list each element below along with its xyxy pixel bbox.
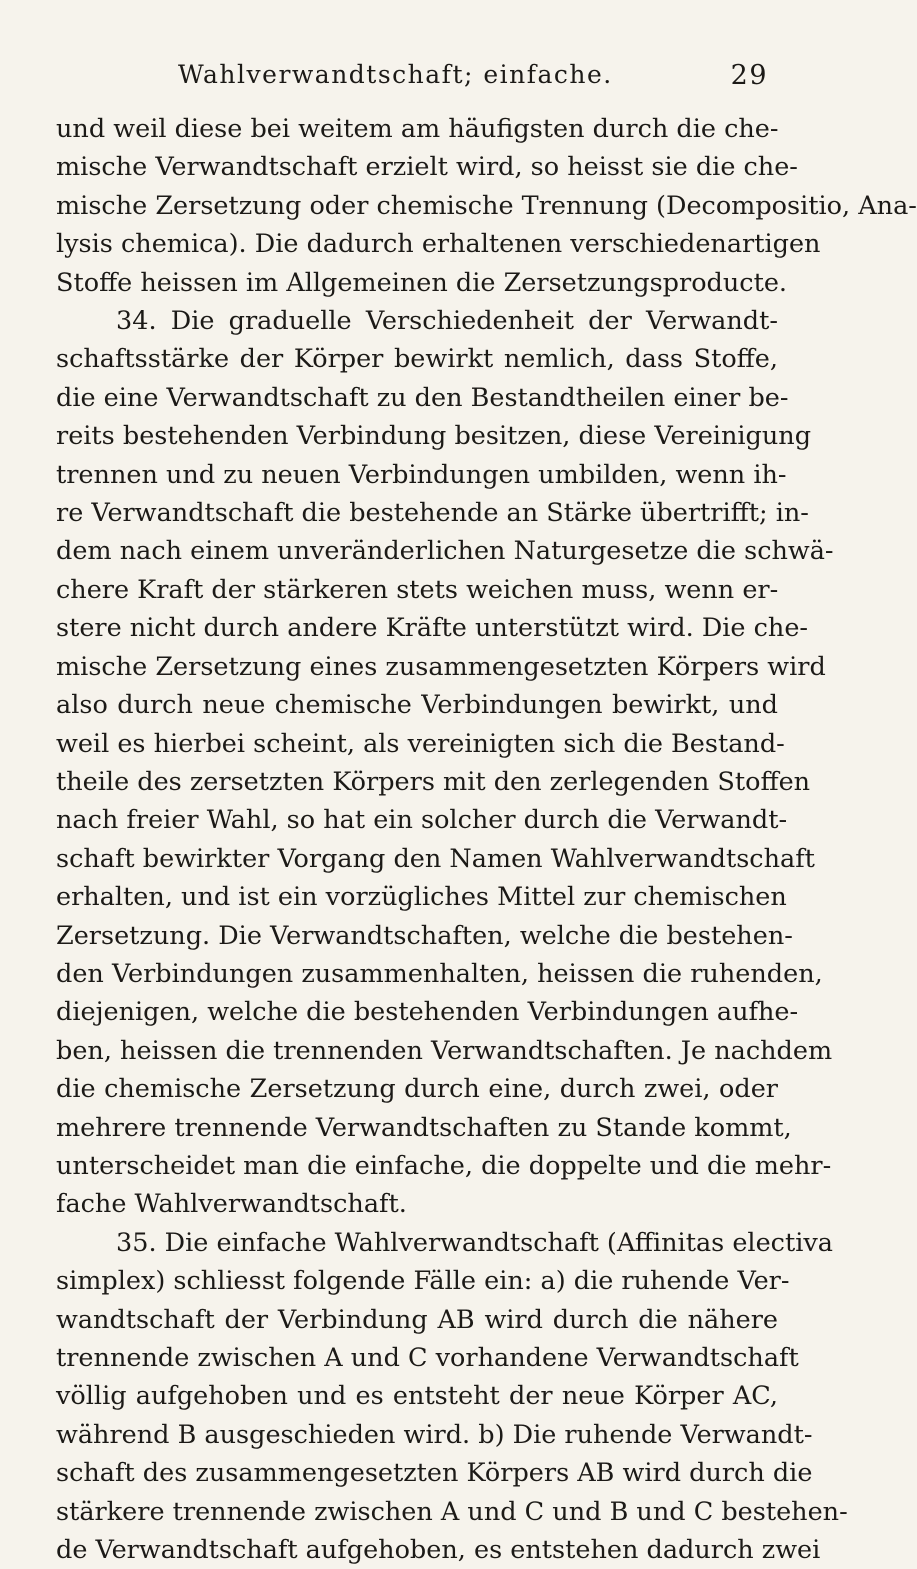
text-line: trennen und zu neuen Verbindungen umbilden, wenn ih-: [56, 459, 787, 490]
text-line: fache Wahlverwandtschaft.: [56, 1189, 407, 1220]
text-line: völlig aufgehoben und es entsteht der neue Körper AC,: [56, 1381, 778, 1412]
text-line: den Verbindungen zusammenhalten, heissen die ruhenden,: [56, 958, 823, 989]
text-line: die eine Verwandtschaft zu den Bestandtheilen einer be-: [56, 382, 789, 413]
text-line: unterscheidet man die einfache, die doppelte und die mehr-: [56, 1150, 832, 1181]
text-line: simplex) schliesst folgende Fälle ein: a) die ruhende Ver-: [56, 1266, 790, 1297]
text-line: stärkere trennende zwischen A und C und B und C bestehen-: [56, 1496, 848, 1527]
text-line: theile des zersetzten Körpers mit den zerlegenden Stoffen: [56, 766, 811, 797]
text-line: dem nach einem unveränderlichen Naturgesetze die schwä-: [56, 536, 834, 567]
text-line: schaft des zusammengesetzten Körpers AB wird durch die: [56, 1458, 813, 1489]
text-line: ben, heissen die trennenden Verwandtschaften. Je nachdem: [56, 1035, 833, 1066]
text-line: also durch neue chemische Verbindungen bewirkt, und: [56, 690, 778, 721]
text-line: stere nicht durch andere Kräfte unterstützt wird. Die che-: [56, 613, 809, 644]
text-line: weil es hierbei scheint, als vereinigten sich die Bestand-: [56, 728, 785, 759]
text-line: diejenigen, welche die bestehenden Verbindungen aufhe-: [56, 997, 799, 1028]
text-line: wandtschaft der Verbindung AB wird durch die nähere: [56, 1304, 778, 1335]
text-line: Zersetzung. Die Verwandtschaften, welche die bestehen-: [56, 920, 793, 951]
text-line: reits bestehenden Verbindung besitzen, diese Vereinigung: [56, 421, 812, 452]
text-line: re Verwandtschaft die bestehende an Stärke übertrifft; in-: [56, 498, 809, 529]
text-line: mische Zersetzung oder chemische Trennung (Decompositio, Ana-: [56, 190, 917, 221]
text-line: mische Verwandtschaft erzielt wird, so heisst sie die che-: [56, 152, 798, 183]
paragraph-35-start: 35. Die einfache Wahlverwandtschaft (Affinitas electiva: [116, 1227, 833, 1258]
page-body-text: [56, 110, 917, 1569]
text-line: nach freier Wahl, so hat ein solcher durch die Verwandt-: [56, 805, 788, 836]
text-line: die chemische Zersetzung durch eine, durch zwei, oder: [56, 1074, 778, 1105]
text-line: erhalten, und ist ein vorzügliches Mittel zur chemischen: [56, 882, 787, 913]
text-line: mische Zersetzung eines zusammengesetzten Körpers wird: [56, 651, 826, 682]
text-line: während B ausgeschieden wird. b) Die ruhende Verwandt-: [56, 1419, 813, 1450]
text-line: trennende zwischen A und C vorhandene Verwandtschaft: [56, 1343, 799, 1373]
text-line: schaftsstärke der Körper bewirkt nemlich, dass Stoffe,: [56, 344, 778, 375]
text-line: schaft bewirkter Vorgang den Namen Wahlverwandtschaft: [56, 843, 815, 874]
running-title: Wahlverwandtschaft; einfache.: [178, 60, 613, 89]
running-header: [178, 60, 768, 100]
text-line: chere Kraft der stärkeren stets weichen muss, wenn er-: [56, 574, 779, 605]
text-line: Stoffe heissen im Allgemeinen die Zersetzungsproducte.: [56, 267, 788, 298]
paragraph-34-start: 34. Die graduelle Verschiedenheit der Verwandt-: [116, 306, 778, 337]
text-line: mehrere trennende Verwandtschaften zu Stande kommt,: [56, 1112, 792, 1143]
page-number: 29: [730, 60, 768, 91]
text-line: lysis chemica). Die dadurch erhaltenen verschiedenartigen: [56, 229, 821, 260]
text-line: de Verwandtschaft aufgehoben, es entstehen dadurch zwei: [56, 1535, 821, 1566]
text-line: und weil diese bei weitem am häufigsten durch die che-: [56, 114, 779, 144]
